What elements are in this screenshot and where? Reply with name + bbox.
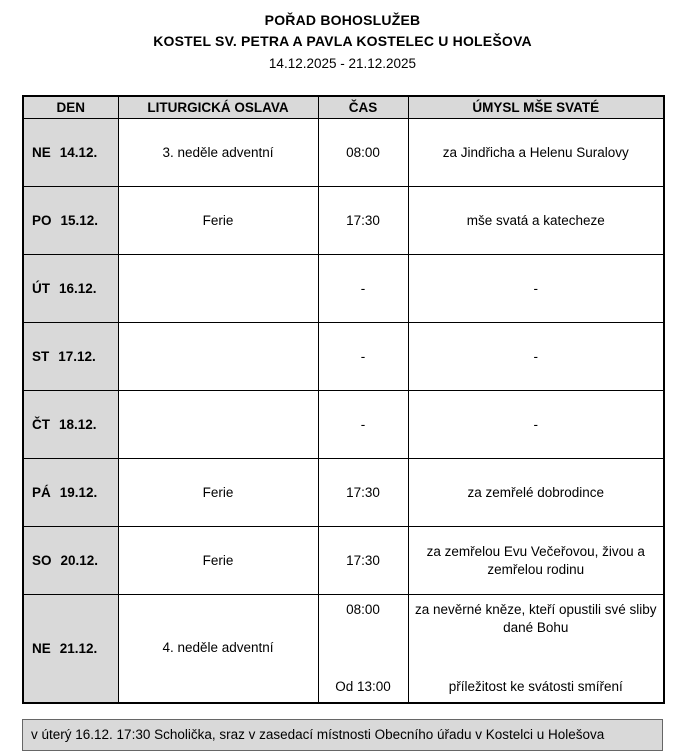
time-cell: 17:30	[318, 459, 408, 527]
column-header-cas: ČAS	[318, 96, 408, 119]
table-row	[23, 323, 664, 391]
time-cell: -	[318, 255, 408, 323]
intention-cell: -	[408, 391, 664, 459]
table-row	[23, 119, 664, 187]
schedule-table	[22, 95, 665, 704]
celebration-cell	[118, 255, 318, 323]
header-row	[23, 96, 664, 119]
day-abbr: ST	[32, 349, 50, 364]
day-date: 19.12.	[59, 485, 98, 500]
day-abbr: NE	[32, 640, 51, 656]
intention-cell: za zemřelou Evu Večeřovou, živou a zemřelou rodinu	[408, 527, 664, 595]
column-header-liturgicka-oslava: LITURGICKÁ OSLAVA	[118, 96, 318, 119]
document-title: POŘAD BOHOSLUŽEB	[264, 12, 421, 28]
document-header	[22, 8, 663, 71]
day-cell	[23, 459, 118, 527]
celebration-cell: Ferie	[118, 459, 318, 527]
day-date: 15.12.	[60, 213, 99, 228]
table-row	[23, 595, 664, 703]
time-cell	[318, 595, 408, 703]
intention-cell: -	[408, 255, 664, 323]
table-row	[23, 459, 664, 527]
time-cell: -	[318, 323, 408, 391]
time-secondary: Od 13:00	[335, 678, 391, 694]
day-date: 14.12.	[59, 145, 98, 160]
footnote: v úterý 16.12. 17:30 Scholička, sraz v zasedací místnosti Obecního úřadu v Kostelci u Holešova	[22, 719, 663, 751]
day-abbr: ČT	[32, 417, 50, 432]
time-cell: 08:00	[318, 119, 408, 187]
intention-secondary: příležitost ke svátosti smíření	[448, 678, 623, 694]
day-cell	[23, 255, 118, 323]
time-cell: -	[318, 391, 408, 459]
day-date: 21.12.	[59, 640, 98, 656]
intention-cell: -	[408, 323, 664, 391]
column-header-den: DEN	[23, 96, 118, 119]
day-cell	[23, 391, 118, 459]
time-cell: 17:30	[318, 187, 408, 255]
day-date: 18.12.	[59, 417, 97, 432]
table-row	[23, 187, 664, 255]
celebration-cell: Ferie	[118, 527, 318, 595]
day-abbr: PÁ	[32, 485, 51, 500]
intention-cell: mše svatá a katecheze	[408, 187, 664, 255]
day-abbr: NE	[32, 145, 51, 160]
celebration-cell: Ferie	[118, 187, 318, 255]
table-row	[23, 527, 664, 595]
intention-cell	[408, 595, 664, 703]
table-row	[23, 391, 664, 459]
intention-cell: za Jindřicha a Helenu Suralovy	[408, 119, 664, 187]
celebration-cell: 4. neděle adventní	[118, 595, 318, 703]
church-name: KOSTEL SV. PETRA A PAVLA KOSTELEC U HOLEŠOVA	[153, 33, 532, 49]
intention-primary: za nevěrné kněze, kteří opustili své sliby dané Bohu	[414, 602, 657, 635]
celebration-cell	[118, 323, 318, 391]
day-abbr: SO	[32, 553, 52, 568]
time-primary: 08:00	[346, 602, 380, 618]
day-cell	[23, 323, 118, 391]
day-abbr: ÚT	[32, 281, 50, 296]
day-cell	[23, 187, 118, 255]
celebration-cell	[118, 391, 318, 459]
day-cell	[23, 595, 118, 703]
day-abbr: PO	[32, 213, 52, 228]
table-row	[23, 255, 664, 323]
day-date: 16.12.	[59, 281, 97, 296]
day-cell	[23, 527, 118, 595]
celebration-cell: 3. neděle adventní	[118, 119, 318, 187]
day-cell	[23, 119, 118, 187]
day-date: 20.12.	[60, 553, 99, 568]
table-header	[23, 96, 664, 119]
day-date: 17.12.	[58, 349, 96, 364]
intention-cell: za zemřelé dobrodince	[408, 459, 664, 527]
column-header-umysl: ÚMYSL MŠE SVATÉ	[408, 96, 664, 119]
time-cell: 17:30	[318, 527, 408, 595]
date-range: 14.12.2025 - 21.12.2025	[268, 56, 417, 71]
